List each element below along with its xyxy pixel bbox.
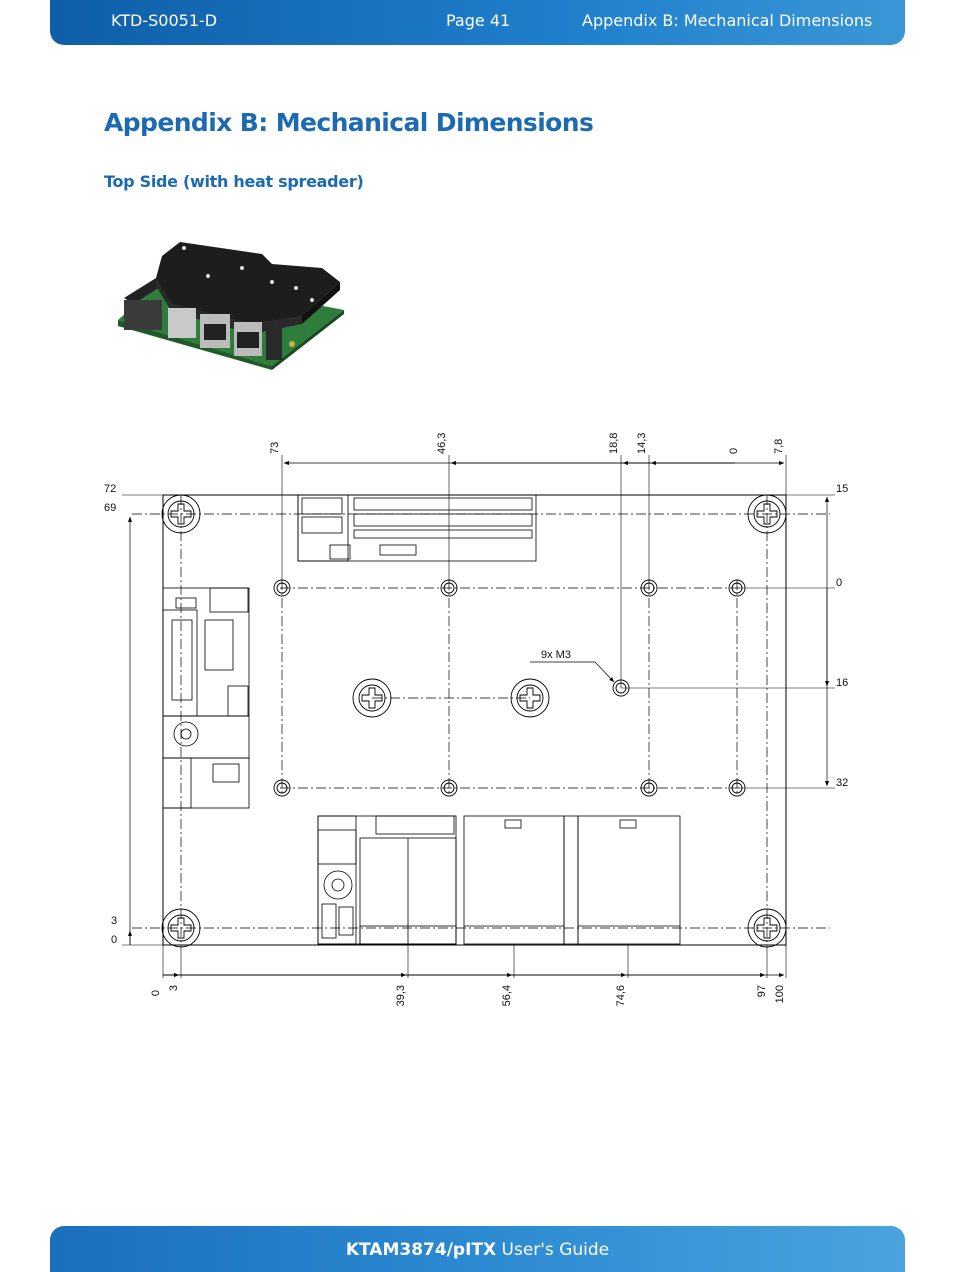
mounting-holes	[162, 495, 786, 947]
dim-label: 7,8	[773, 438, 785, 454]
dim-label: 0	[111, 934, 118, 946]
dim-label: 100	[774, 985, 786, 1004]
dim-label: 97	[756, 985, 768, 998]
dim-label: 74,6	[615, 985, 627, 1007]
callout-label: 9x M3	[541, 649, 571, 661]
dim-label: 0	[728, 447, 740, 454]
dim-label: 3	[111, 915, 118, 927]
dim-label: 73	[269, 441, 281, 454]
page-header	[50, 0, 905, 45]
footer-guide-label: User's Guide	[496, 1240, 610, 1260]
dim-label: 69	[104, 502, 117, 514]
page-number: Page 41	[446, 11, 511, 30]
dim-label: 56,4	[501, 985, 513, 1007]
bottom-dimension-labels	[150, 985, 786, 1006]
dim-label: 0	[150, 990, 162, 997]
mechanical-drawing	[90, 420, 870, 1020]
board-photo	[112, 238, 347, 373]
section-subtitle: Top Side (with heat spreader)	[104, 172, 364, 191]
header-section-name: Appendix B: Mechanical Dimensions	[582, 11, 873, 30]
page-title: Appendix B: Mechanical Dimensions	[104, 108, 594, 137]
board-components	[163, 495, 680, 944]
dim-label: 72	[104, 483, 117, 495]
dim-label: 16	[836, 677, 849, 689]
dim-label: 3	[168, 985, 180, 992]
dim-label: 32	[836, 777, 849, 789]
footer-product-name: KTAM3874/pITX	[345, 1240, 497, 1260]
page-footer	[50, 1226, 905, 1272]
dim-label: 46,3	[436, 432, 448, 454]
dim-label: 14,3	[636, 432, 648, 454]
dim-label: 15	[836, 483, 849, 495]
left-dimension-labels	[104, 483, 117, 946]
document-id: KTD-S0051-D	[111, 11, 218, 30]
top-dimension-labels	[269, 433, 785, 454]
right-dimension-labels	[836, 483, 848, 789]
dim-label: 0	[836, 577, 843, 589]
dim-label: 39,3	[395, 985, 407, 1007]
dim-label: 18,8	[608, 432, 620, 454]
